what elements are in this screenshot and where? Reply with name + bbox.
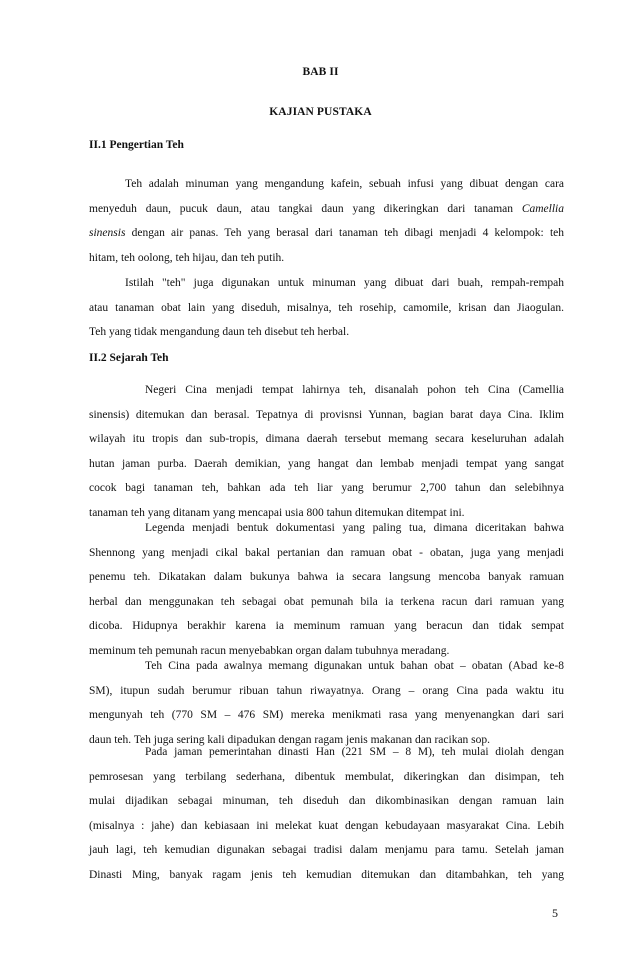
scientific-name: Camellia [521, 202, 564, 215]
paragraph [89, 654, 564, 752]
paragraph-line: Legenda menjadi bentuk dokumentasi yang paling tua, dimana diceritakan bahwa [145, 522, 564, 534]
paragraph-line: menyeduh daun, pucuk daun, atau tangkai daun yang dikeringkan dari tanaman Camellia [89, 202, 564, 215]
paragraph-line: wilayah itu tropis dan sub-tropis, dimana daerah tersebut memang secara keseluruhan adalah [89, 433, 564, 446]
paragraph-line: penemu teh. Dikatakan dalam bukunya bahwa ia secara langsung mencoba banyak ramuan [89, 571, 564, 584]
paragraph [89, 271, 564, 345]
paragraph-line: (misalnya : jahe) dan kebiasaan ini melekat kuat dengan kebudayaan masyarakat Cina. Lebih [89, 819, 564, 832]
chapter-title: KAJIAN PUSTAKA [269, 106, 372, 118]
paragraph-line: cocok bagi tanaman teh, bahkan ada teh liar yang berumur 2,700 tahun dan selebihnya [89, 482, 564, 495]
paragraph-line: Pada jaman pemerintahan dinasti Han (221 SM – 8 M), teh mulai diolah dengan [145, 746, 564, 758]
paragraph-line: dicoba. Hidupnya berakhir karena ia meminum ramuan yang beracun dan tidak sempat [89, 620, 564, 633]
paragraph-line: SM), itupun sudah berumur ribuan tahun riwayatnya. Orang – orang Cina pada waktu itu [89, 684, 564, 697]
paragraph-line: sinensis) ditemukan dan berasal. Tepatnya di provisnsi Yunnan, bagian barat daya Cina. Iklim [89, 408, 564, 421]
paragraph [89, 378, 564, 526]
paragraph-line: Teh yang tidak mengandung daun teh disebut teh herbal. [89, 326, 350, 339]
chapter-label: BAB II [302, 66, 339, 78]
paragraph-line: Teh adalah minuman yang mengandung kafein, sebuah infusi yang dibuat dengan cara [125, 178, 564, 190]
paragraph [89, 516, 564, 664]
paragraph-line: hutan jaman purba. Daerah demikian, yang hangat dan lembab menjadi tempat yang sangat [89, 457, 564, 470]
paragraph-line: tanaman teh yang ditanam yang mencapai usia 800 tahun ditemukan ditempat ini. [89, 506, 465, 519]
paragraph [89, 740, 564, 888]
paragraph-line: meminum teh pemunah racun menyebabkan organ dalam tubuhnya meradang. [89, 644, 450, 657]
section-heading-2: II.2 Sejarah Teh [89, 352, 169, 364]
page-number: 5 [552, 906, 558, 920]
paragraph-line: hitam, teh oolong, teh hijau, dan teh putih. [89, 251, 285, 264]
scientific-name: sinensis [89, 227, 126, 240]
paragraph-line: Istilah "teh" juga digunakan untuk minuman yang dibuat dari buah, rempah-rempah [125, 277, 564, 289]
paragraph-line: mengunyah teh (770 SM – 476 SM) mereka menikmati rasa yang menyenangkan dari sari [89, 709, 564, 722]
paragraph-line: atau tanaman obat lain yang diseduh, misalnya, teh rosehip, camomile, krisan dan Jiaogulan. [89, 301, 564, 314]
paragraph-line: sinensis dengan air panas. Teh yang berasal dari tanaman teh dibagi menjadi 4 kelompok: teh [89, 227, 564, 240]
paragraph-line: Shennong yang menjadi cikal bakal pertanian dan ramuan obat - obatan, juga yang menjadi [89, 546, 564, 559]
paragraph-line: daun teh. Teh juga sering kali dipadukan dengan ragam jenis makanan dan racikan sop. [89, 733, 491, 746]
paragraph-line: Negeri Cina menjadi tempat lahirnya teh, disanalah pohon teh Cina (Camellia [145, 384, 564, 396]
section-heading-1: II.1 Pengertian Teh [89, 139, 184, 151]
paragraph-line: herbal dan menggunakan teh sebagai obat pemunah bila ia terkena racun dari ramuan yang [89, 595, 564, 608]
paragraph-line: mulai dijadikan sebagai minuman, teh diseduh dan dikombinasikan dengan ramuan lain [89, 795, 564, 808]
paragraph-line: pemrosesan yang terbilang sederhana, dibentuk membulat, dikeringkan dan disimpan, teh [89, 770, 564, 783]
paragraph-line: jauh lagi, teh kemudian digunakan sebagai tradisi dalam menjamu para tamu. Setelah jaman [89, 844, 564, 857]
paragraph [89, 172, 564, 270]
paragraph-line: Teh Cina pada awalnya memang digunakan untuk bahan obat – obatan (Abad ke-8 [145, 660, 564, 672]
paragraph-line: Dinasti Ming, banyak ragam jenis teh kemudian ditemukan dan ditambahkan, teh yang [89, 868, 564, 881]
